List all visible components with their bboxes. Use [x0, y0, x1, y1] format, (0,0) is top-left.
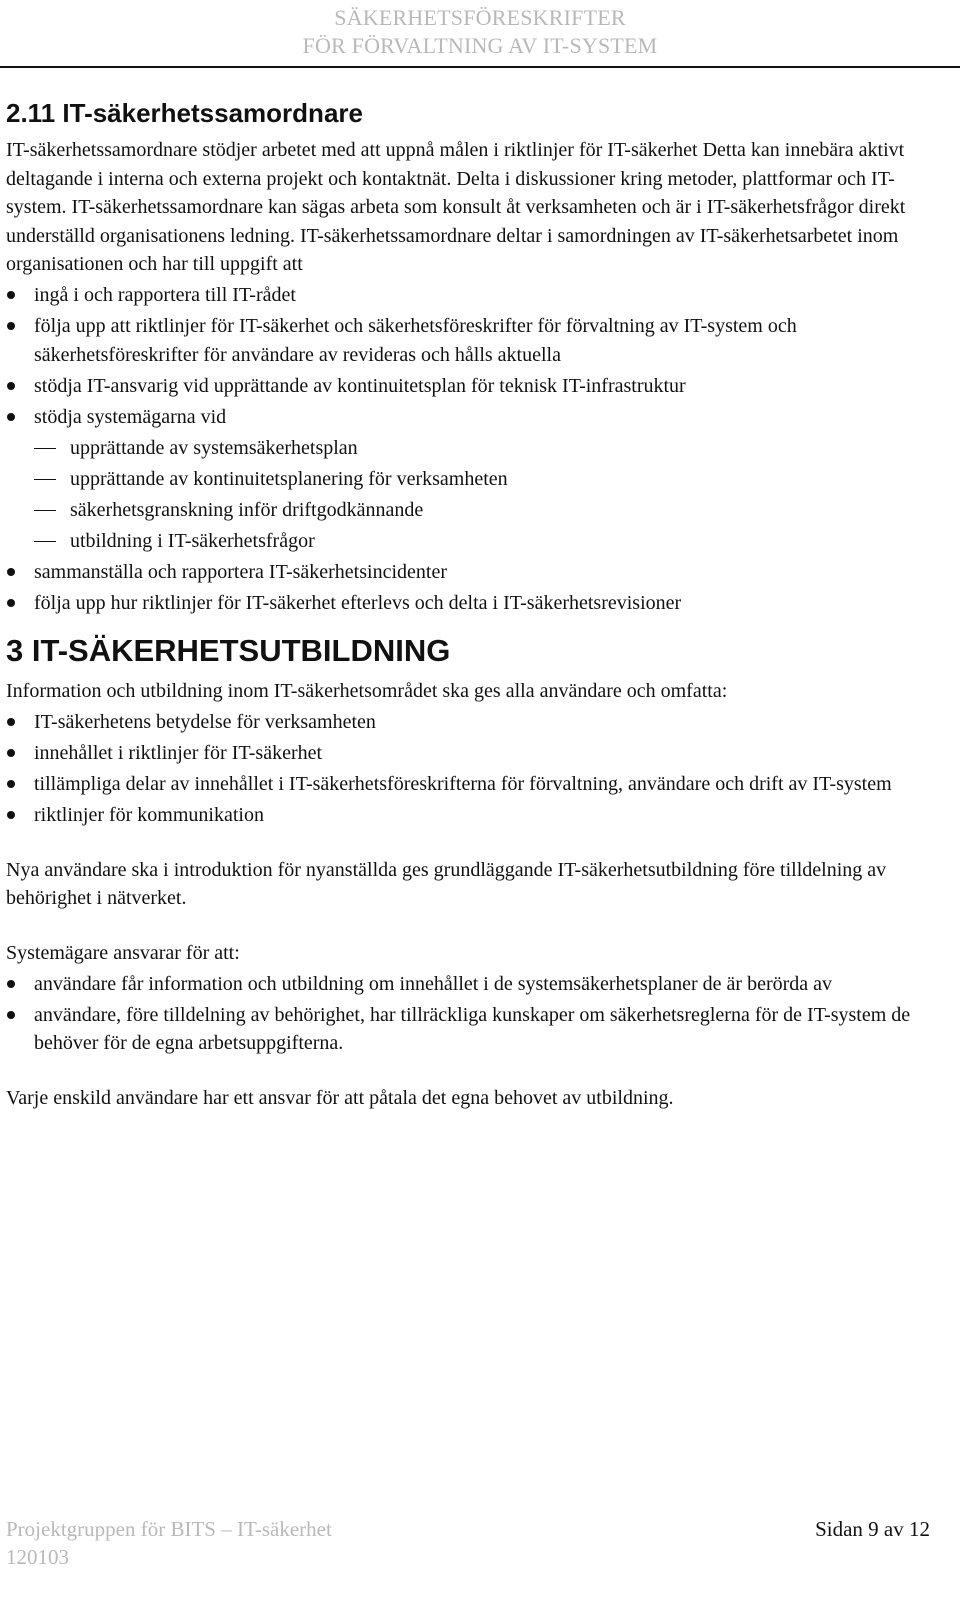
section-3-intro: Information och utbildning inom IT-säkerhetsområdet ska ges alla användare och omfatta:: [6, 680, 728, 702]
page-body: [6, 96, 948, 1112]
list-item: användare får information och utbildning om innehållet i de systemsäkerhetsplaner de är berörda av: [6, 970, 948, 999]
list-item: stödja IT-ansvarig vid upprättande av kontinuitetsplan för teknisk IT-infrastruktur: [6, 372, 948, 401]
list-item: användare, före tilldelning av behörighet, har tillräckliga kunskaper om säkerhetsreglerna för de IT-system de behöver för de egna arbetsuppgifterna.: [6, 1001, 948, 1058]
section-2-11-heading: 2.11 IT-säkerhetssamordnare: [6, 98, 363, 128]
list-item: sammanställa och rapportera IT-säkerhetsincidenter: [6, 558, 948, 587]
section-3-heading: 3 IT-SÄKERHETSUTBILDNING: [6, 633, 451, 668]
header-divider: [0, 66, 960, 68]
list-item: innehållet i riktlinjer för IT-säkerhet: [6, 739, 948, 768]
section-3-topic-list: [6, 708, 948, 830]
list-item: ingå i och rapportera till IT-rådet: [6, 281, 948, 310]
page-number: Sidan 9 av 12: [815, 1517, 930, 1541]
footer-project-group: Projektgruppen för BITS – IT-säkerhet: [6, 1517, 332, 1541]
section-2-11-intro: IT-säkerhetssamordnare stödjer arbetet med att uppnå målen i riktlinjer för IT-säkerhet Detta kan innebära aktivt deltagande i interna och externa projekt och kontaktnät. Delta i diskussioner kring metoder, plattformar och IT-system. IT-säkerhetssamordnare kan sägas arbeta som konsult åt verksamheten och är i IT-säkerhetsfrågor direkt underställd organisationens ledning. IT-säkerhetssamordnare deltar i samordningen av IT-säkerhetsarbetet inom organisationen och har till uppgift att: [6, 139, 906, 275]
list-item: tillämpliga delar av innehållet i IT-säkerhetsföreskrifterna för förvaltning, användare och drift av IT-system: [6, 770, 948, 799]
new-users-paragraph: Nya användare ska i introduktion för nyanställda ges grundläggande IT-säkerhetsutbildning före tilldelning av behörighet i nätverket.: [6, 858, 887, 909]
sub-list-item: upprättande av kontinuitetsplanering för verksamheten: [6, 465, 948, 494]
list-item: riktlinjer för kommunikation: [6, 801, 948, 830]
closing-paragraph: Varje enskild användare har ett ansvar för att påtala det egna behovet av utbildning.: [6, 1086, 674, 1109]
header-title-line-2: FÖR FÖRVALTNING AV IT-SYSTEM: [302, 33, 658, 58]
footer-date: 120103: [6, 1545, 69, 1569]
system-owner-list: [6, 970, 948, 1058]
document-header: [0, 4, 960, 60]
list-item: följa upp att riktlinjer för IT-säkerhet och säkerhetsföreskrifter för förvaltning av IT-system och säkerhetsföreskrifter för användare av revideras och hålls aktuella: [6, 312, 948, 369]
list-item: stödja systemägarna vid: [6, 403, 948, 432]
list-item: IT-säkerhetens betydelse för verksamheten: [6, 708, 948, 737]
header-title-line-1: SÄKERHETSFÖRESKRIFTER: [334, 5, 626, 30]
list-item: följa upp hur riktlinjer för IT-säkerhet efterlevs och delta i IT-säkerhetsrevisioner: [6, 589, 948, 618]
system-owner-intro: Systemägare ansvarar för att:: [6, 941, 240, 964]
sub-list-item: säkerhetsgranskning inför driftgodkännande: [6, 496, 948, 525]
sub-list-item: upprättande av systemsäkerhetsplan: [6, 434, 948, 463]
section-2-11-task-list: [6, 281, 948, 617]
sub-list-item: utbildning i IT-säkerhetsfrågor: [6, 527, 948, 556]
document-footer: [6, 1515, 332, 1571]
